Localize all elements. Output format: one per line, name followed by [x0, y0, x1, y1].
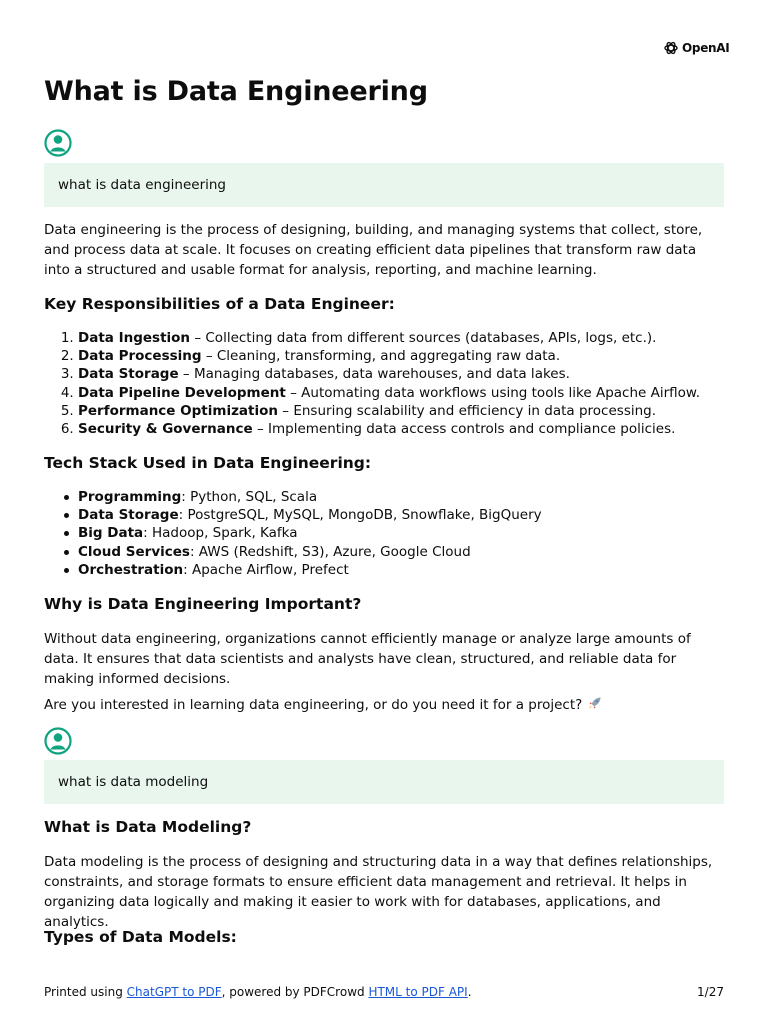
list-item: 4. Data Pipeline Development – Automating data workflows using tools like Apache Airflow. [78, 384, 758, 402]
user-prompt [44, 163, 724, 207]
responsibilities-list [44, 329, 758, 438]
list-item: Data Storage: PostgreSQL, MySQL, MongoDB, Snowflake, BigQuery [78, 506, 758, 524]
types-heading: Types of Data Models: [44, 928, 237, 946]
list-item: Big Data: Hadoop, Spark, Kafka [78, 524, 758, 542]
page-title: What is Data Engineering [44, 76, 428, 107]
openai-brand [663, 40, 729, 56]
why-text: Without data engineering, organizations cannot efficiently manage or analyze large amounts of data. It ensures that data scientists and analysts have clean, structured, and reliable data for making informed decisions. [44, 631, 691, 687]
list-item: Cloud Services: AWS (Redshift, S3), Azure, Google Cloud [78, 543, 758, 561]
page-number: 1/27 [697, 985, 724, 999]
list-item: 2. Data Processing – Cleaning, transforming, and aggregating raw data. [78, 347, 758, 365]
list-item: Orchestration: Apache Airflow, Prefect [78, 561, 758, 579]
tech-stack-list [44, 488, 758, 579]
list-item: 1. Data Ingestion – Collecting data from different sources (databases, APIs, logs, etc.). [78, 329, 758, 347]
data-modeling-heading: What is Data Modeling? [44, 818, 252, 836]
responsibilities-heading: Key Responsibilities of a Data Engineer: [44, 295, 395, 313]
list-item: 3. Data Storage – Managing databases, data warehouses, and data lakes. [78, 365, 758, 383]
list-item: 5. Performance Optimization – Ensuring scalability and efficiency in data processing. [78, 402, 758, 420]
user-avatar-icon [44, 727, 72, 755]
tech-stack-heading: Tech Stack Used in Data Engineering: [44, 454, 372, 472]
openai-logo-icon [663, 40, 679, 56]
user-prompt [44, 760, 724, 804]
footer-credit: Printed using ChatGPT to PDF, powered by PDFCrowd HTML to PDF API. [44, 985, 472, 999]
list-item: Programming: Python, SQL, Scala [78, 488, 758, 506]
user-avatar-icon [44, 129, 72, 157]
why-heading: Why is Data Engineering Important? [44, 595, 362, 613]
html-to-pdf-api-link[interactable]: HTML to PDF API [368, 985, 468, 999]
prompt-text: what is data modeling [58, 774, 209, 790]
data-modeling-intro: Data modeling is the process of designing and structuring data in a way that defines relationships, constraints, and storage formats to ensure efficient data management and retrieval. It helps in organizing data logically and making it easier to work with for databases, applications, and analytics. [44, 854, 713, 930]
follow-up-question: Are you interested in learning data engineering, or do you need it for a project? [44, 695, 724, 715]
brand-name: OpenAI [682, 41, 730, 55]
chatgpt-to-pdf-link[interactable]: ChatGPT to PDF [126, 985, 222, 999]
prompt-text: what is data engineering [58, 177, 227, 193]
list-item: 6. Security & Governance – Implementing data access controls and compliance policies. [78, 420, 758, 438]
print-footer [44, 985, 724, 999]
answer-intro: Data engineering is the process of designing, building, and managing systems that collect, store, and process data at scale. It focuses on creating efficient data pipelines that transform raw data into a structured and usable format for analysis, reporting, and machine learning. [44, 222, 703, 278]
rocket-icon [587, 696, 602, 711]
